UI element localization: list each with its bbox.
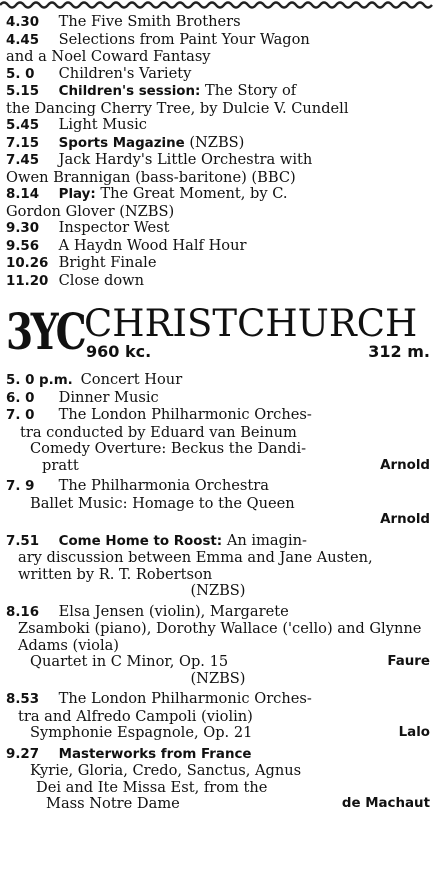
time: 11.20 [6,273,49,289]
program-text: The Story of [205,82,297,99]
composer: de Machaut [341,796,430,811]
program-text: Children's Variety [58,64,192,82]
program-entry [6,533,430,600]
composer: Faure [387,654,430,669]
time: 7.45 [6,153,40,168]
station-call-sign: 3YC [6,302,85,361]
program-entry [6,238,430,256]
program-entry [6,273,430,291]
program-entry [6,117,430,135]
composer: Arnold [380,512,430,527]
program-text-cont: Gordon Glover (NZBS) [6,202,175,220]
time: 9.30 [6,221,40,236]
program-text-cont: Owen Brannigan (bass-baritone) (BBC) [6,168,296,186]
time: 6. 0 [6,390,35,406]
program-entry [6,32,430,66]
program-title: Sports Magazine [58,135,185,151]
time: 7.51 [6,533,40,549]
program-text: Elsa Jensen (violin), Margarete [58,602,289,620]
composer: Arnold [380,457,430,473]
program-text: Bright Finale [58,254,157,271]
composer-line [6,512,430,529]
work-title: Quartet in C Minor, Op. 15 Faure [30,653,430,670]
program-entry [6,746,430,813]
work-title: Kyrie, Gloria, Credo, Sanctus, Agnus [30,762,302,779]
program-text: Concert Hour [80,371,183,388]
composer: Lalo [398,725,430,740]
time: 7. 0 [6,408,35,423]
program-text: Jack Hardy's Little Orchestra with [58,151,313,168]
program-entry [6,691,430,742]
program-entry [6,135,430,153]
program-text: The London Philharmonic Orches- [58,406,312,423]
program-text: Inspector West [58,219,170,236]
program-text: Dinner Music [58,388,159,406]
program-text-cont: ary discussion between Emma and Jane Austen, written by R. T. Robertson [18,549,373,583]
time: 7.15 [6,135,40,151]
work-title-cont: pratt Arnold [42,456,430,474]
program-text: Close down [58,271,145,289]
program-text: Selections from Paint Your Wagon [58,30,310,48]
program-entry [6,14,430,32]
program-text: Light Music [58,116,147,133]
time: 7. 9 [6,479,35,494]
time: 5. 0 p.m. [6,373,73,388]
program-entry [6,255,430,273]
program-entry [6,66,430,84]
work-title: Ballet Music: Homage to the Queen [30,494,295,512]
program-text-cont: the Dancing Cherry Tree, by Dulcie V. Cundell [6,99,349,117]
work-title: Symphonie Espagnole, Op. 21 Lalo [30,724,430,741]
program-text: The Five Smith Brothers [58,13,241,30]
program-text-cont: tra and Alfredo Campoli (violin) [18,707,253,725]
program-text: An imagin- [226,531,307,549]
work-title-cont: Mass Notre Dame de Machaut [46,795,430,812]
time: 9.27 [6,746,40,762]
program-entry [6,83,430,117]
station-wavelength: 312 m. [368,342,430,361]
time: 4.45 [6,32,40,48]
station-city: CHRISTCHURCH [84,302,418,345]
program-text: The London Philharmonic Orches- [58,690,312,707]
time: 5.15 [6,84,40,99]
program-text-cont: and a Noel Coward Fantasy [6,48,211,65]
program-title: Come Home to Roost: [58,533,223,549]
program-title: Masterworks from France [58,746,252,762]
work-title: Comedy Overture: Beckus the Dandi- [30,440,307,457]
time: 10.26 [6,256,49,271]
time: 8.16 [6,604,40,620]
program-entry [6,604,430,688]
program-entry [6,220,430,238]
time: 5. 0 [6,66,35,82]
program-text: A Haydn Wood Half Hour [58,236,247,254]
time: 4.30 [6,15,40,30]
program-text: The Philharmonia Orchestra [58,477,269,494]
wavy-border-rule [0,0,433,10]
program-text: The Great Moment, by C. [100,185,288,202]
program-title: Children's session: [58,84,201,99]
station-header [6,304,430,366]
station-frequency: 960 kc. [86,342,152,361]
program-entry [6,407,430,474]
program-text: (NZBS) [189,133,245,151]
program-entry [6,390,430,408]
work-title-cont: Dei and Ite Missa Est, from the [36,778,268,796]
program-column [6,14,430,813]
program-entry [6,372,430,390]
program-entry [6,478,430,529]
network-tag: (NZBS) [190,582,246,599]
time: 8.14 [6,187,40,202]
network-tag: (NZBS) [190,669,246,687]
program-title: Play: [58,187,96,202]
program-text-cont: Zsamboki (piano), Dorothy Wallace ('cello) and Glynne Adams (viola) [18,620,422,654]
time: 5.45 [6,118,40,133]
program-text-cont: tra conducted by Eduard van Beinum [20,423,297,441]
program-entry [6,186,430,220]
program-entry [6,152,430,186]
time: 9.56 [6,238,40,254]
time: 8.53 [6,692,40,707]
